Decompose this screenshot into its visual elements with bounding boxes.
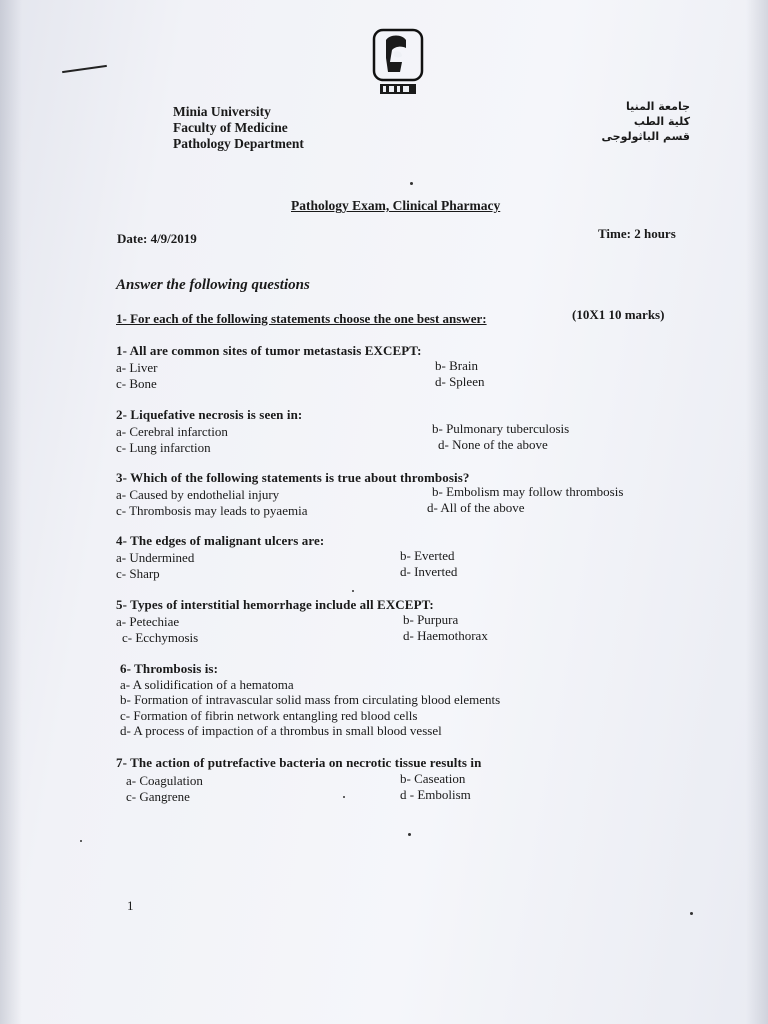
question-2-option-c: c- Lung infarction — [116, 440, 211, 455]
question-6-option-d: d- A process of impaction of a thrombus in small blood vessel — [120, 723, 442, 738]
question-1-option-d: d- Spleen — [435, 374, 485, 389]
question-5: 5- Types of interstitial hemorrhage include all EXCEPT: — [116, 597, 434, 612]
university-name: Minia University — [173, 104, 271, 119]
page-number: 1 — [127, 898, 134, 913]
question-7-option-b: b- Caseation — [400, 771, 466, 786]
department-name-arabic: قسم الباثولوجى — [601, 130, 690, 143]
question-3-option-a: a- Caused by endothelial injury — [116, 487, 280, 502]
question-4-option-c: c- Sharp — [116, 566, 160, 581]
question-6-option-b: b- Formation of intravascular solid mass from circulating blood elements — [120, 692, 501, 707]
pen-mark — [62, 65, 107, 73]
question-6-option-c: c- Formation of fibrin network entangling red blood cells — [120, 708, 418, 723]
question-3-option-b: b- Embolism may follow thrombosis — [432, 484, 624, 499]
scan-speck — [408, 833, 411, 836]
question-6: 6- Thrombosis is: — [120, 661, 219, 676]
question-2: 2- Liquefative necrosis is seen in: — [116, 407, 303, 422]
faculty-name-arabic: كلية الطب — [633, 115, 690, 128]
question-5-option-c: c- Ecchymosis — [122, 630, 199, 645]
department-name: Pathology Department — [173, 136, 304, 151]
scan-speck — [80, 840, 82, 842]
question-7-option-c: c- Gangrene — [126, 789, 190, 804]
question-7: 7- The action of putrefactive bacteria on necrotic tissue results in — [116, 755, 482, 770]
exam-title: Pathology Exam, Clinical Pharmacy — [291, 198, 501, 213]
question-1-option-c: c- Bone — [116, 376, 157, 391]
scan-speck — [410, 182, 413, 185]
section-marks: (10X1 10 marks) — [572, 307, 665, 322]
scan-speck — [352, 590, 354, 592]
question-3-option-c: c- Thrombosis may leads to pyaemia — [116, 503, 308, 518]
question-1-option-b: b- Brain — [435, 358, 478, 373]
question-5-option-b: b- Purpura — [403, 612, 459, 627]
question-6-option-a: a- A solidification of a hematoma — [120, 677, 294, 692]
university-logo-icon — [372, 28, 424, 98]
question-1: 1- All are common sites of tumor metastasis EXCEPT: — [116, 343, 422, 358]
university-name-arabic: جامعة المنيا — [626, 100, 690, 113]
question-4-option-b: b- Everted — [400, 548, 455, 563]
exam-time: Time: 2 hours — [598, 226, 676, 241]
question-2-option-a: a- Cerebral infarction — [116, 424, 228, 439]
scan-speck — [690, 912, 693, 915]
section-title: 1- For each of the following statements choose the one best answer: — [116, 311, 487, 326]
question-7-option-d: d - Embolism — [400, 787, 471, 802]
exam-date: Date: 4/9/2019 — [117, 231, 197, 246]
question-1-option-a: a- Liver — [116, 360, 158, 375]
scan-speck — [343, 796, 345, 798]
instructions-heading: Answer the following questions — [116, 277, 310, 293]
question-7-option-a: a- Coagulation — [126, 773, 203, 788]
question-5-option-a: a- Petechiae — [116, 614, 180, 629]
question-4-option-d: d- Inverted — [400, 564, 458, 579]
question-4-option-a: a- Undermined — [116, 550, 195, 565]
question-3-option-d: d- All of the above — [427, 500, 525, 515]
question-4: 4- The edges of malignant ulcers are: — [116, 533, 325, 548]
question-3: 3- Which of the following statements is true about thrombosis? — [116, 470, 470, 485]
faculty-name: Faculty of Medicine — [173, 120, 288, 135]
left-scan-shadow — [0, 0, 22, 1024]
question-5-option-d: d- Haemothorax — [403, 628, 488, 643]
question-2-option-b: b- Pulmonary tuberculosis — [432, 421, 570, 436]
right-scan-shadow — [746, 0, 768, 1024]
question-2-option-d: d- None of the above — [438, 437, 548, 452]
